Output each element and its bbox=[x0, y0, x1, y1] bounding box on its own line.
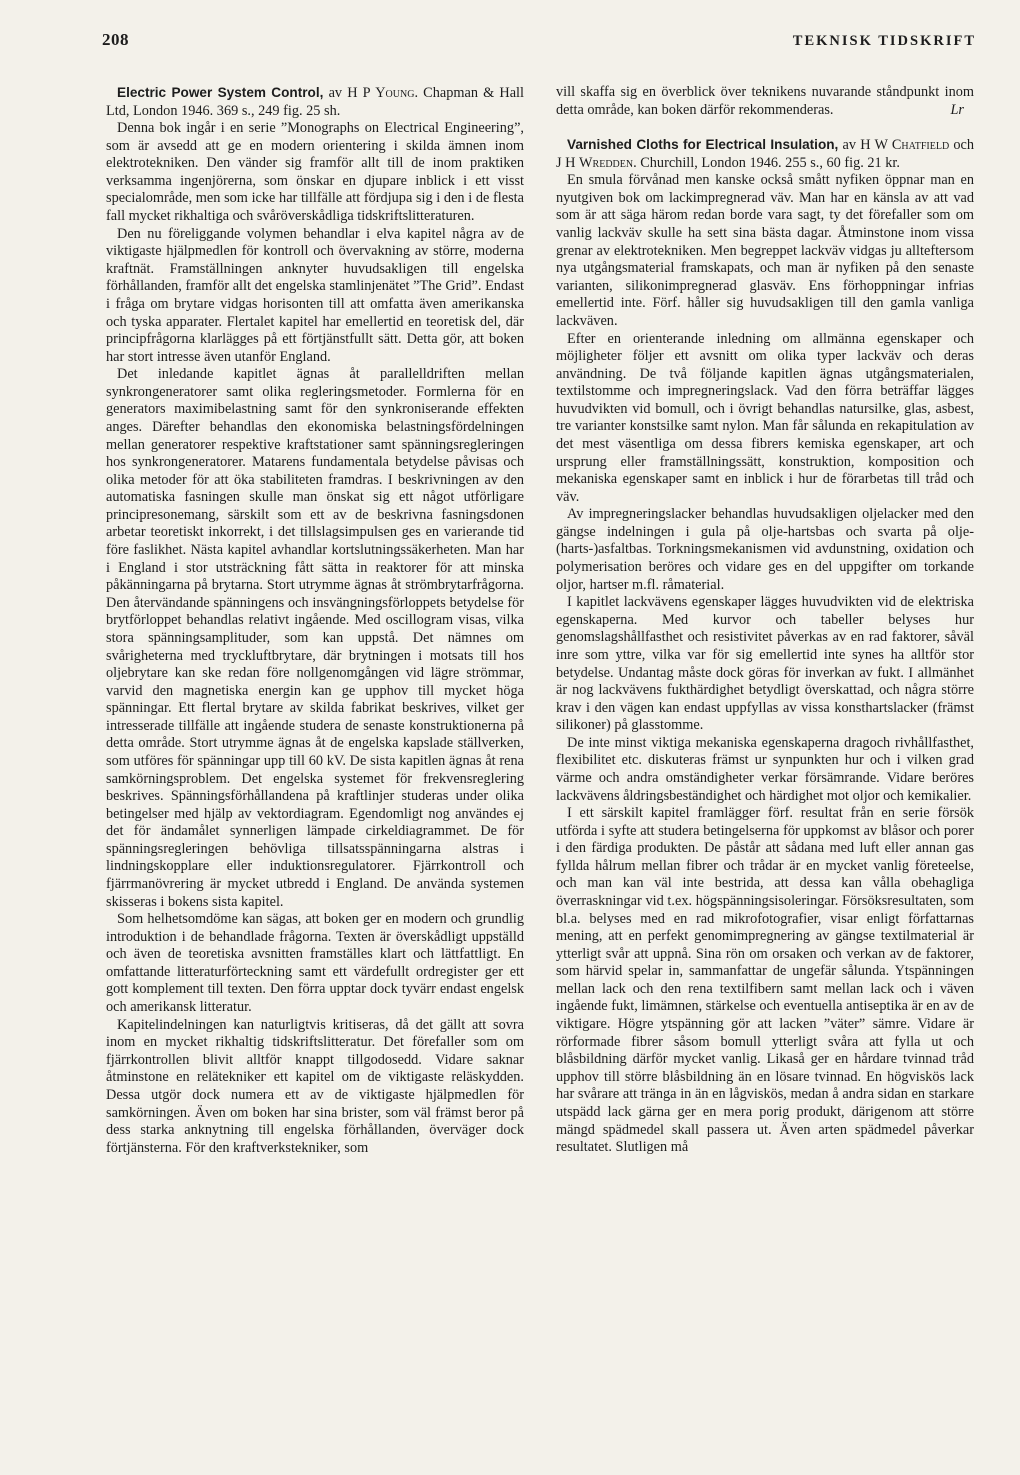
review-2-author-2: Wredden bbox=[579, 154, 634, 171]
right-column bbox=[556, 84, 974, 1444]
page-number: 208 bbox=[102, 30, 129, 49]
review-1-by: av bbox=[323, 85, 348, 101]
review-2-paragraph: De inte minst viktiga mekaniska egenskaperna dragoch rivhållfasthet, flexibilitet etc. diskuteras främst ur synpunkten hur och i vilken grad värme och andra omständigheter verkar försämrande. Vidare beröres lackvävens åldringsbeständighet och härdighet mot oljor och kemikalier. bbox=[556, 734, 974, 804]
left-column bbox=[106, 84, 524, 1444]
review-2-by: av H W bbox=[838, 137, 892, 154]
review-1-paragraph: Den nu föreliggande volymen behandlar i elva kapitel några av de viktigaste hjälpmedlen för kontroll och övervakning av större, moderna kraftnät. Framställningen anknyter huvudsakligen till engelska förhållanden, framför allt det engelska stamlinjenätet ”The Grid”. Endast i fråga om brytare vidgas horisonten till att omfatta även amerikanska och tyska apparater. Flertalet kapitel har emellertid en teoretisk del, där principfrågorna klarlägges på ett förtjänstfullt sätt. Detta gör, att boken har stort intresse även utanför England. bbox=[106, 225, 524, 365]
review-1-author-surname: Young bbox=[375, 85, 415, 101]
review-1-signature: Lr bbox=[950, 101, 964, 118]
review-2-heading bbox=[556, 136, 974, 172]
review-2-paragraph: Av impregneringslacker behandlas huvudsakligen oljelacker med den gängse indelningen i gula på olje-hartsbas och svarta på olje-(harts-)asfaltbas. Torkningsmekanismen vid avdunstning, oxidation och polymerisation beröres och vidare ges en del uppgifter om torkande oljor, hartser m.fl. råmaterial. bbox=[556, 506, 974, 593]
review-2-paragraph: En smula förvånad men kanske också smått nyfiken öppnar man en nyutgiven bok om lackimpregnerad väv. Man har en känsla av att vad som är att säga härom redan borde vara sagt, ty det förefaller som om vanlig lackväv skulle ha sett sina bästa dagar. Åtminstone inom vissa grenar av elektrotekniken. Men begreppet lackväv vidgas ju allteftersom nya utgångsmaterial framskapats, och man är nyfiken på den senaste varianten, silikonimpregnerad glasväv. Ens förhoppningar infrias emellertid inte. Förf. håller sig huvudsakligen till den gamla vanliga lackväven. bbox=[556, 172, 974, 329]
review-1-title: Electric Power System Control, bbox=[117, 85, 324, 100]
review-2-biblio: . Churchill, London 1946. 255 s., 60 fig. 21 kr. bbox=[633, 154, 900, 171]
review-1-paragraph: Kapitelindelningen kan naturligtvis kritiseras, då det gällt att sovra inom en mycket rikhaltig tidskriftslitteratur. Det förefaller som om fjärrkontrollen blivit alltför knappt tillgodosedd. Vidare saknar åtminstone en reläteknikeг ett kapitel om de viktigaste reläskydden. Dessa utgör dock numera ett av de viktigaste hjälpmedlen för samkörningen. Även om boken har sina brister, som väl främst beror på dess starka anknytning till engelska förhållanden, överväger dock förtjänsterna. För den kraftverkstekniker, som bbox=[106, 1016, 524, 1156]
review-2-paragraph: I ett särskilt kapitel framlägger förf. resultat från en serie försök utförda i syfte att studera betingelserna för uppkomst av blåsor och porer i den färdiga produkten. De påstår att sådana med luft eller annan gas fyllda hålrum mellan fibrer och trådar är en mycket vanlig företeelse, och man kan väl inte bestrida, att dessa kan vålla obehagliga överraskningar vid t.ex. högspänningsisoleringar. Försöksresultaten, som bl.a. belyses med en rad mikrofotografier, visar enligt författarnas mening, att en perfekt genomimpregnering av gängse textilmaterial är ytterligt svår att uppnå. Sina rön om orsaken och verkan av de faktorer, som härvid spelar in, sammanfattar de ungefär sålunda. Ytspänningen mellan lack och den rena textilfibern samt mellan lack och i väven ingående fukt, limämnen, stärkelse och eventuella antiseptika är en av de viktigare. Högre ytspänning gör att lacken ”väter” sämre. Vidare är rörformade fibrer såsom bomull ytterligt svåra att fylla ut och blåsbildning därför mycket vanlig. Likaså ger en hårdare tvinnad tråd upphov till större blåsbildning än en lösare tvinnad. En högviskös lack har svårare att tränga in än en lågviskös, medan å andra sidan en starkare utspädd lack gärna ger en mera porig produkt, därigenom att större mängd spädmedel skall passera ut. Även arten spädmedel påverkar resultatet. Slutligen må bbox=[556, 805, 974, 1156]
review-1-continuation-text: vill skaffa sig en överblick över teknikens nuvarande ståndpunkt inom detta område, kan boken därför rekommenderas. bbox=[556, 84, 974, 118]
review-1-continuation bbox=[556, 84, 974, 119]
review-2-paragraph: Efter en orienterande inledning om allmänna egenskaper och möjligheter följer ett avsnitt om olika typer lackväv och deras användning. De två följande kapitlen ägnas utgångsmaterialen, textilstomme och impregneringslack. Vad den förra beträffar lägges huvudvikten vid bomull, och i övrigt behandlas natursilke, glas, asbest, tre varianter konstsilke samt nylon. Man får sålunda en rekapitulation av det mest väsentliga om dessa fibrers kemiska egenskaper, art och ursprung eller framställningssätt, konstruktion, komposition och mekaniska egenskaper samt en inblick i hur de förarbetas till tråd och väv. bbox=[556, 330, 974, 505]
review-1-paragraph: Som helhetsomdöme kan sägas, att boken ger en modern och grundlig introduktion i de behandlade frågorna. Texten är överskådligt uppställd och även de teoretiska avsnitten framställes klart och lättfattligt. En omfattande litteraturförteckning samt ett värdefullt ordregister ger ett gott komplement till texten. Den förra upptar dock tyvärr endast engelsk och amerikansk litteratur. bbox=[106, 911, 524, 1016]
review-2-paragraph: I kapitlet lackvävens egenskaper lägges huvudvikten vid de elektriska egenskaperna. Med kurvor och tabeller belyses hur genomslagshållfasthet och resistivitet påverkas av en rad faktorer, såväl inre som yttre, vilka var för sig emellertid inte synes ha alltför stor betydelse. Undantag måste dock göras för inverkan av fukt. I allmänhet är nog lackvävens fukthärdighet betydligt överskattad, och några större krav i den vägen kan endast uppfyllas av vissa konsthartslacker (främst silikoner) på glasstomme. bbox=[556, 594, 974, 734]
review-2-author-1: Chatfield bbox=[891, 137, 950, 154]
review-1-paragraph: Denna bok ingår i en serie ”Monographs on Electrical Engineering”, som är avsedd att ge en modern orientering i skilda ämnen inom elektrotekniken. Den vänder sig framför allt till de inom praktiken verksamma ingenjörerna, som önskar en djupare inblick i ett visst specialområde, men som icke har tillfälle att fördjupa sig i den i de flesta fall mycket rikhaltiga och svåröverskådliga tidskriftslitteraturen. bbox=[106, 120, 524, 225]
review-1-author-initials: H P bbox=[347, 85, 376, 101]
review-1-paragraph: Det inledande kapitlet ägnas åt parallelldriften mellan synkrongeneratorer samt olika regleringsmetoder. Formlerna för en generators maximibelastning samt för den synkroniserande effekten anges. Därefter behandlas den ekonomiska belastningsfördelningen mellan generatorer respektive kraftstationer samt spänningsregleringen hos synkrongeneratorer. Matarens fundamentala betydelse påvisas och olika metoder för att öka stabiliteten framdras. I beskrivningen av den automatiska fasningen skulle man önskat sig ett något utförligare principresonemang, särskilt som ett av de beskrivna fasningsdonen arbetar teoretiskt inkorrekt, i det tillslagsimpulsen ges en varierande tid före faslikhet. Nästa kapitel avhandlar kortslutningssäkerheten. Man har i England i stor utsträckning fått sätta in reaktorer för att minska påkänningarna på brytarna. Stort utrymme ägnas åt strömbrytarfrågorna. Den återvändande spänningens och insvängningsförloppets betydelse för brytförloppet behandlas relativt ingående. Med oscillogram visas, vilka stora spänningsamplituder, som kan uppstå. Det nämnes om svårigheterna med tryckluftbrytare, där brytningen i motsats till hos oljebrytare kan ske redan före nollgenomgången vid lägre strömmar, varvid den magnetiska energin kan ge upphov till mycket höga spänningar. Ett flertal brytare av skilda fabrikat beskrives, vilket ger intresserade tillfälle att ingående studera de senaste konstruktionerna på detta område. Stort utrymme ägnas åt de engelska kapslade ställverken, som utföres för spänningar upp till 60 kV. De sista kapitlen ägnas åt rena samkörningsproblem. Det engelska systemet för frekvensreglering beskrives. Spänningsförhållandena på kraftlinjer studeras under olika betingelser med hjälp av vektordiagram. Egendomligt nog användes ej det för ändamålet synnerligen lämpade cirkeldiagrammet. De för spänningsregleringen behövliga tillsatsspänningarna alstras i lindningskopplare eller induktionsregulatorer. Fjärrkontroll och fjärrmanövrering är mycket utbredd i England. De använda systemen skisseras i bokens sista kapitel. bbox=[106, 366, 524, 910]
review-2-title: Varnished Cloths for Electrical Insulation, bbox=[567, 137, 839, 153]
review-1-heading bbox=[106, 84, 524, 120]
review-2-and: och J H bbox=[556, 137, 975, 171]
review-1-biblio: . Chapman & Hall Ltd, London 1946. 369 s., 249 fig. 25 sh. bbox=[106, 85, 524, 119]
journal-title: TEKNISK TIDSKRIFT bbox=[792, 33, 976, 49]
